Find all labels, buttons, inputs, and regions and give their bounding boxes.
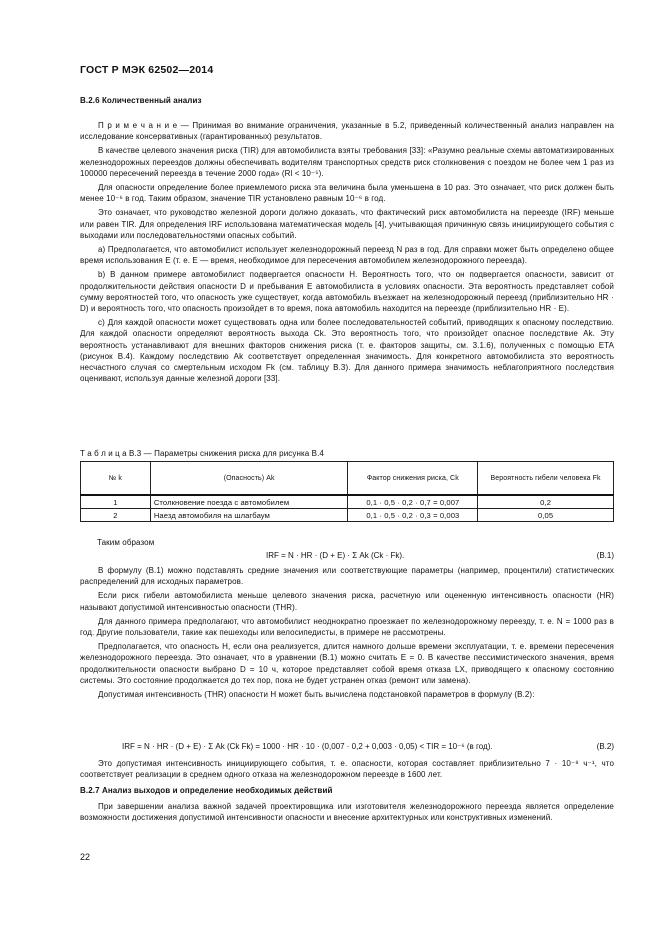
section-heading-b26: B.2.6 Количественный анализ bbox=[80, 96, 202, 105]
table-caption: Т а б л и ц а B.3 — Параметры снижения риска для рисунка B.4 bbox=[80, 449, 324, 458]
text-block-middle bbox=[80, 565, 614, 703]
paragraph: a) Предполагается, что автомобилист использует железнодорожный переезд N раз в год. Для справки может быть определено общее время использования E (т. е. E — время, необходимое для пересечения автомобилем железнодорожного переезда). bbox=[80, 245, 614, 266]
text-block-result bbox=[80, 758, 614, 783]
table-cell: 0,1 · 0,5 · 0,2 · 0,3 = 0,003 bbox=[348, 509, 478, 522]
section-heading-b27: B.2.7 Анализ выходов и определение необходимых действий bbox=[80, 786, 333, 795]
text-block-lower bbox=[80, 801, 614, 826]
note-label: П р и м е ч а н и е — bbox=[98, 121, 189, 130]
paragraph: Это означает, что руководство железной дороги должно доказать, что фактический риск автомобилиста на переезде (IRF) меньше или равен TIR. Для определения IRF использована математическая модель [4], учитывающая причинную связь инициирующего события с выходами или последовательностями опасных событий. bbox=[80, 208, 614, 240]
text-block-upper bbox=[80, 120, 614, 387]
note-text: Принимая во внимание ограничения, указанные в 5.2, приведенный количественный анализ направлен на исследование консервативных (гарантированных) результатов. bbox=[80, 121, 614, 142]
table-cell: 0,05 bbox=[478, 509, 614, 522]
equation-b2-formula: IRF = N · HR · (D + E) · Σ Ak (Ck Fk) = 1000 · HR · 10 · (0,007 · 0,2 + 0,003 · 0,05) < TIR = 10⁻⁶ (в год). bbox=[122, 742, 493, 751]
paragraph: Если риск гибели автомобилиста меньше целевого значения риска, расчетную или оцененную интенсивность опасности (HR) называют допустимой интенсивностью опасности (THR). bbox=[80, 591, 614, 612]
table-cell: 0,2 bbox=[478, 495, 614, 509]
note-paragraph bbox=[80, 120, 614, 142]
document-header: ГОСТ Р МЭК 62502—2014 bbox=[80, 64, 214, 76]
paragraph: В качестве целевого значения риска (TIR) для автомобилиста взяты требования [33]: «Разумно реальные схемы автоматизированных железнодорожных переездов должны обеспечивать водителям транспортных средств риск столкновения с поездом не более чем 1 раз из 100000 пересечений переезда в течение 2000 года» (Rl < 10⁻⁵). bbox=[80, 146, 614, 178]
equation-b1-formula: IRF = N · HR · (D + E) · Σ Ak (Ck · Fk). bbox=[266, 551, 405, 560]
paragraph: В формулу (B.1) можно подставлять средние значения или соответствующие параметры (например, процентили) статистических распределений для исходных параметров. bbox=[80, 566, 614, 587]
paragraph: c) Для каждой опасности может существовать одна или более последовательностей событий, приводящих к опасному последствию. Для каждой опасности определяют вероятность выхода Ck. Это вероятность того, что произойдет опасное последствие Ak. Эту вероятность устанавливают для внешних факторов снижения риска (т. е. факторов защиты, см. 3.1.6), полученных с помощью ETA (рисунок B.4). Каждому последствию Ak соответствует определенная значимость. Для конкретного автомобилиста это вероятность несчастного случая со смертельным исходом Fk (см. таблицу B.3). Для данного примера значимость неблагоприятного последствия оценивают, используя данные железной дороги [33]. bbox=[80, 318, 614, 384]
equation-b1-number: (B.1) bbox=[596, 551, 614, 560]
page-number: 22 bbox=[80, 852, 91, 862]
table-cell: Столкновение поезда с автомобилем bbox=[150, 495, 348, 509]
table-row bbox=[81, 495, 614, 509]
thus-label: Таким образом bbox=[97, 538, 155, 547]
table-header-cell: Вероятность гибели человека Fk bbox=[478, 462, 614, 496]
table-cell: 0,1 · 0,5 · 0,2 · 0,7 = 0,007 bbox=[348, 495, 478, 509]
risk-reduction-table bbox=[80, 461, 614, 522]
paragraph: Допустимая интенсивность (THR) опасности H может быть вычислена подстановкой параметров в формулу (B.2): bbox=[98, 690, 535, 700]
paragraph: При завершении анализа важной задачей проектировщика или изготовителя железнодорожного переезда является определение возможности достижения допустимой интенсивности опасности и внесение архитектурных или конструктивных изменений. bbox=[80, 802, 614, 823]
table-header-cell: (Опасность) Ak bbox=[150, 462, 348, 496]
paragraph: Для опасности определение более приемлемого риска эта величина была уменьшена в 10 раз. Это означает, что риск должен быть менее 10⁻⁶ в год. Таким образом, значение TIR установлено равным 10⁻⁶ в год. bbox=[80, 183, 614, 204]
paragraph: b) В данном примере автомобилист подвергается опасности H. Вероятность того, что он подвергается опасности, зависит от продолжительности действия опасности D и пребывания E автомобилиста в условиях опасности. Эта вероятность представляет собой сумму вероятностей того, что опасность уже существует, когда автомобиль въезжает на железнодорожный переезд (приблизительно HR · D) и вероятность того, что опасность произойдет в то время, пока автомобиль находится на переезде (приблизительно HR · E). bbox=[80, 270, 614, 314]
table-header-cell: Фактор снижения риска, Ck bbox=[348, 462, 478, 496]
table-header-cell: № k bbox=[81, 462, 151, 496]
paragraph: Для данного примера предполагают, что автомобилист неоднократно проезжает по железнодорожному переезду, т. е. N = 1000 раз в год. Другие пользователи, такие как пешеходы или велосипедисты, в примере не рассмотрены. bbox=[80, 616, 614, 638]
table-cell: 2 bbox=[81, 509, 151, 522]
paragraph: Это допустимая интенсивность инициирующего события, т. е. опасности, которая составляет приблизительно 7 · 10⁻⁸ ч⁻¹, что соответствует реализации в среднем одного отказа на железнодорожном переезде в 1600 лет. bbox=[80, 759, 614, 780]
table-cell: 1 bbox=[81, 495, 151, 509]
equation-b2-number: (B.2) bbox=[596, 742, 614, 751]
table-row bbox=[81, 509, 614, 522]
table-cell: Наезд автомобиля на шлагбаум bbox=[150, 509, 348, 522]
table-header-row bbox=[81, 462, 614, 496]
paragraph: Предполагается, что опасность H, если она реализуется, длится намного дольше времени эксплуатации, т. е. времени пересечения железнодорожного переезда. Это означает, что в уравнении (B.1) можно считать E = 0. В качестве пессимистического значения, время продолжительности опасности выбрано D = 10 ч, которое представляет собой время отказа LX, приводящего к опасному состоянию системы. Это состояние продолжается до тех пор, пока не будет устранен отказ (ремонт или замена). bbox=[80, 642, 614, 685]
